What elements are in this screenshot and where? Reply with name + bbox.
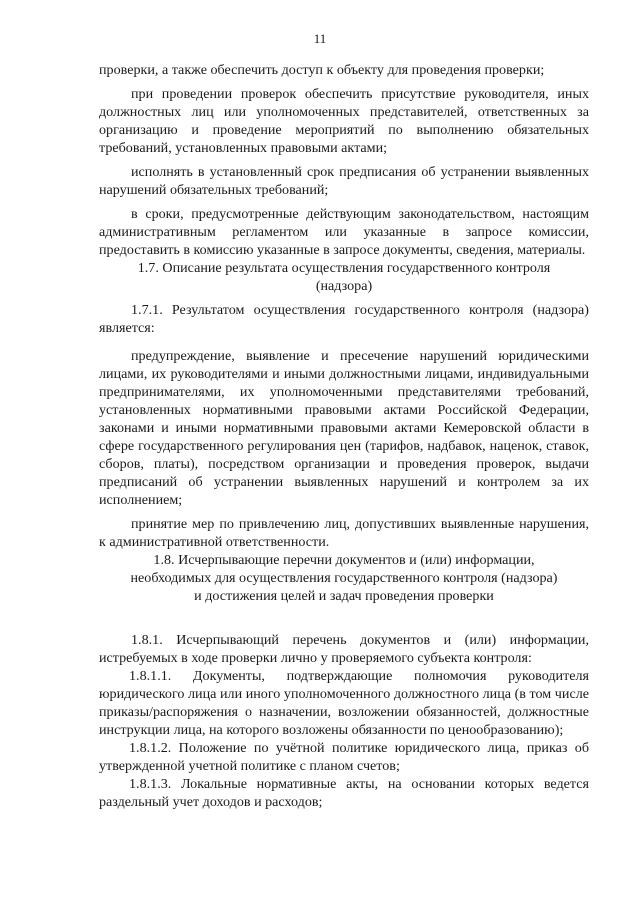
paragraph-1-8-1-1: 1.8.1.1. Документы, подтверждающие полномочия руководителя юридического лица или иного уполномоченного должностного лица (в том числе приказы/распоряжения о назначении, возложении обязанностей, должностные инструкции лица, на которого возложены обязанности по ценообразованию); (99, 668, 589, 738)
paragraph-result-liability: принятие мер по привлечению лиц, допустивших выявленные нарушения, к административной ответственности. (99, 516, 589, 550)
paragraph-presence: при проведении проверок обеспечить присутствие руководителя, иных должностных лиц или уполномоченных представителей, ответственных за организацию и проведение мероприятий по выполнению обязательных требований, установленных правовыми актами; (99, 86, 589, 156)
page-number: 11 (313, 31, 327, 46)
section-1-7-heading-line1: 1.7. Описание результата осуществления государственного контроля (137, 260, 551, 276)
section-1-8-heading-line3: и достижения целей и задач проведения проверки (194, 588, 494, 604)
paragraph-result-prevention: предупреждение, выявление и пресечение нарушений юридическими лицами, их руководителями и иными должностными лицами, индивидуальными предпринимателями, их уполномоченными представителями требований, установленных нормативными правовыми актами Российской Федерации, законами и иными нормативными правовыми актами Кемеровской области в сфере государственного регулирования цен (тарифов, надбавок, наценок, ставок, сборов, платы), посредством организации и проведения проверок, выдачи предписаний об устранении выявленных нарушений и контролем за их исполнением; (99, 348, 589, 508)
document-body (99, 61, 589, 811)
section-1-8-heading (99, 551, 589, 605)
section-1-8-heading-line2: необходимых для осуществления государственного контроля (надзора) (130, 570, 558, 586)
section-1-7-heading (99, 259, 589, 295)
paragraph-1-7-1: 1.7.1. Результатом осуществления государственного контроля (надзора) является: (99, 302, 589, 336)
paragraph-provide-documents: в сроки, предусмотренные действующим законодательством, настоящим административным регламентом или указанные в запросе комиссии, предоставить в комиссию указанные в запросе документы, сведения, материалы. (99, 206, 589, 258)
section-1-8-heading-line1: 1.8. Исчерпывающие перечни документов и (или) информации, (153, 552, 535, 568)
paragraph-execute-orders: исполнять в установленный срок предписания об устранении выявленных нарушений обязательных требований; (99, 164, 589, 198)
section-1-7-heading-line2: (надзора) (315, 278, 373, 294)
paragraph-1-8-1-3: 1.8.1.3. Локальные нормативные акты, на основании которых ведется раздельный учет доходов и расходов; (99, 776, 589, 810)
paragraph-continuation: проверки, а также обеспечить доступ к объекту для проведения проверки; (99, 62, 545, 78)
paragraph-1-8-1-2: 1.8.1.2. Положение по учётной политике юридического лица, приказ об утвержденной учетной политике с планом счетов; (99, 740, 589, 774)
paragraph-1-8-1: 1.8.1. Исчерпывающий перечень документов и (или) информации, истребуемых в ходе проверки лично у проверяемого субъекта контроля: (99, 632, 589, 666)
